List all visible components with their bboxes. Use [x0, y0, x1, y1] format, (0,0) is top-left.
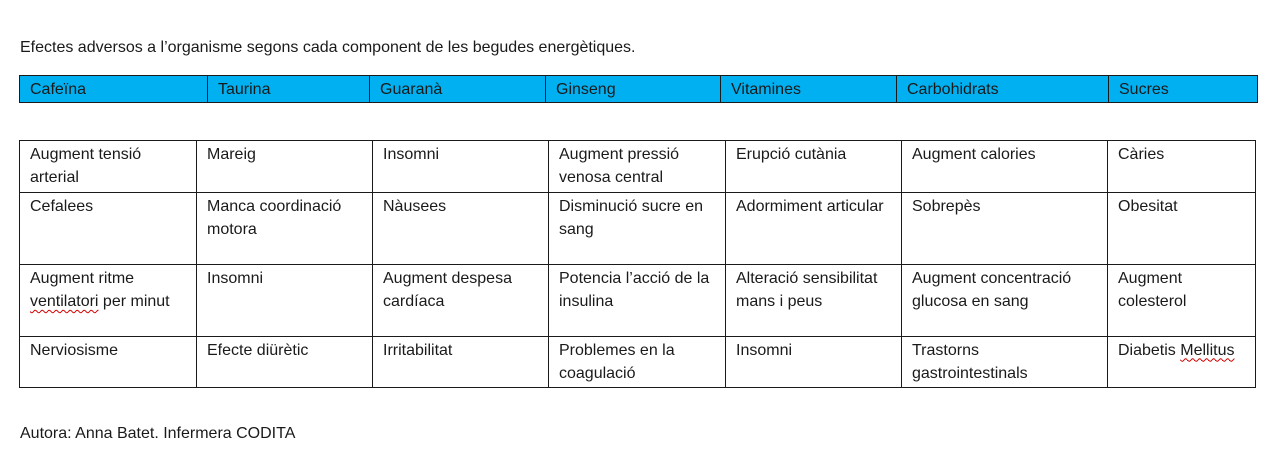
table-row — [20, 336, 1256, 388]
table-cell: Disminució sucre en sang — [549, 192, 726, 264]
table-row — [20, 264, 1256, 336]
table-cell — [1108, 336, 1256, 388]
table-cell: Nàusees — [373, 192, 549, 264]
table-row — [20, 192, 1256, 264]
table-cell: Irritabilitat — [373, 336, 549, 388]
table-cell: Augment despesa cardíaca — [373, 264, 549, 336]
table-cell: Augment calories — [902, 141, 1108, 193]
table-cell: Problemes en la coagulació — [549, 336, 726, 388]
header-cafeina: Cafeïna — [20, 76, 208, 103]
header-ginseng: Ginseng — [546, 76, 721, 103]
header-carbohidrats: Carbohidrats — [897, 76, 1109, 103]
table-cell: Alteració sensibilitat mans i peus — [726, 264, 902, 336]
table-cell — [20, 264, 197, 336]
header-guarana: Guaranà — [370, 76, 546, 103]
header-vitamines: Vitamines — [721, 76, 897, 103]
spellcheck-marked-word[interactable]: ventilatori — [30, 292, 99, 310]
header-sucres: Sucres — [1109, 76, 1258, 103]
cell-text: per minut — [98, 292, 170, 310]
table-cell: Augment colesterol — [1108, 264, 1256, 336]
table-cell: Insomni — [726, 336, 902, 388]
table-cell: Obesitat — [1108, 192, 1256, 264]
header-taurina: Taurina — [208, 76, 370, 103]
table-cell: Potencia l’acció de la insulina — [549, 264, 726, 336]
table-cell: Cefalees — [20, 192, 197, 264]
component-header-table — [19, 75, 1258, 103]
cell-text: Augment ritme — [30, 269, 135, 287]
table-cell: Erupció cutània — [726, 141, 902, 193]
table-cell: Sobrepès — [902, 192, 1108, 264]
table-cell: Augment concentració glucosa en sang — [902, 264, 1108, 336]
table-cell: Adormiment articular — [726, 192, 902, 264]
adverse-effects-table — [19, 140, 1256, 388]
table-caption: Efectes adversos a l’organisme segons cada component de les begudes energètiques. — [20, 39, 636, 56]
table-cell: Manca coordinació motora — [197, 192, 373, 264]
table-row — [20, 141, 1256, 193]
spellcheck-marked-word[interactable]: Mellitus — [1180, 341, 1235, 359]
table-cell: Mareig — [197, 141, 373, 193]
table-cell: Càries — [1108, 141, 1256, 193]
table-cell: Insomni — [197, 264, 373, 336]
table-cell: Trastorns gastrointestinals — [902, 336, 1108, 388]
table-cell: Augment pressió venosa central — [549, 141, 726, 193]
table-cell: Nerviosisme — [20, 336, 197, 388]
cell-text: Diabetis — [1118, 341, 1181, 359]
table-cell: Insomni — [373, 141, 549, 193]
table-cell: Efecte diürètic — [197, 336, 373, 388]
header-row — [20, 76, 1258, 103]
table-cell: Augment tensió arterial — [20, 141, 197, 193]
author-credit: Autora: Anna Batet. Infermera CODITA — [20, 425, 296, 442]
